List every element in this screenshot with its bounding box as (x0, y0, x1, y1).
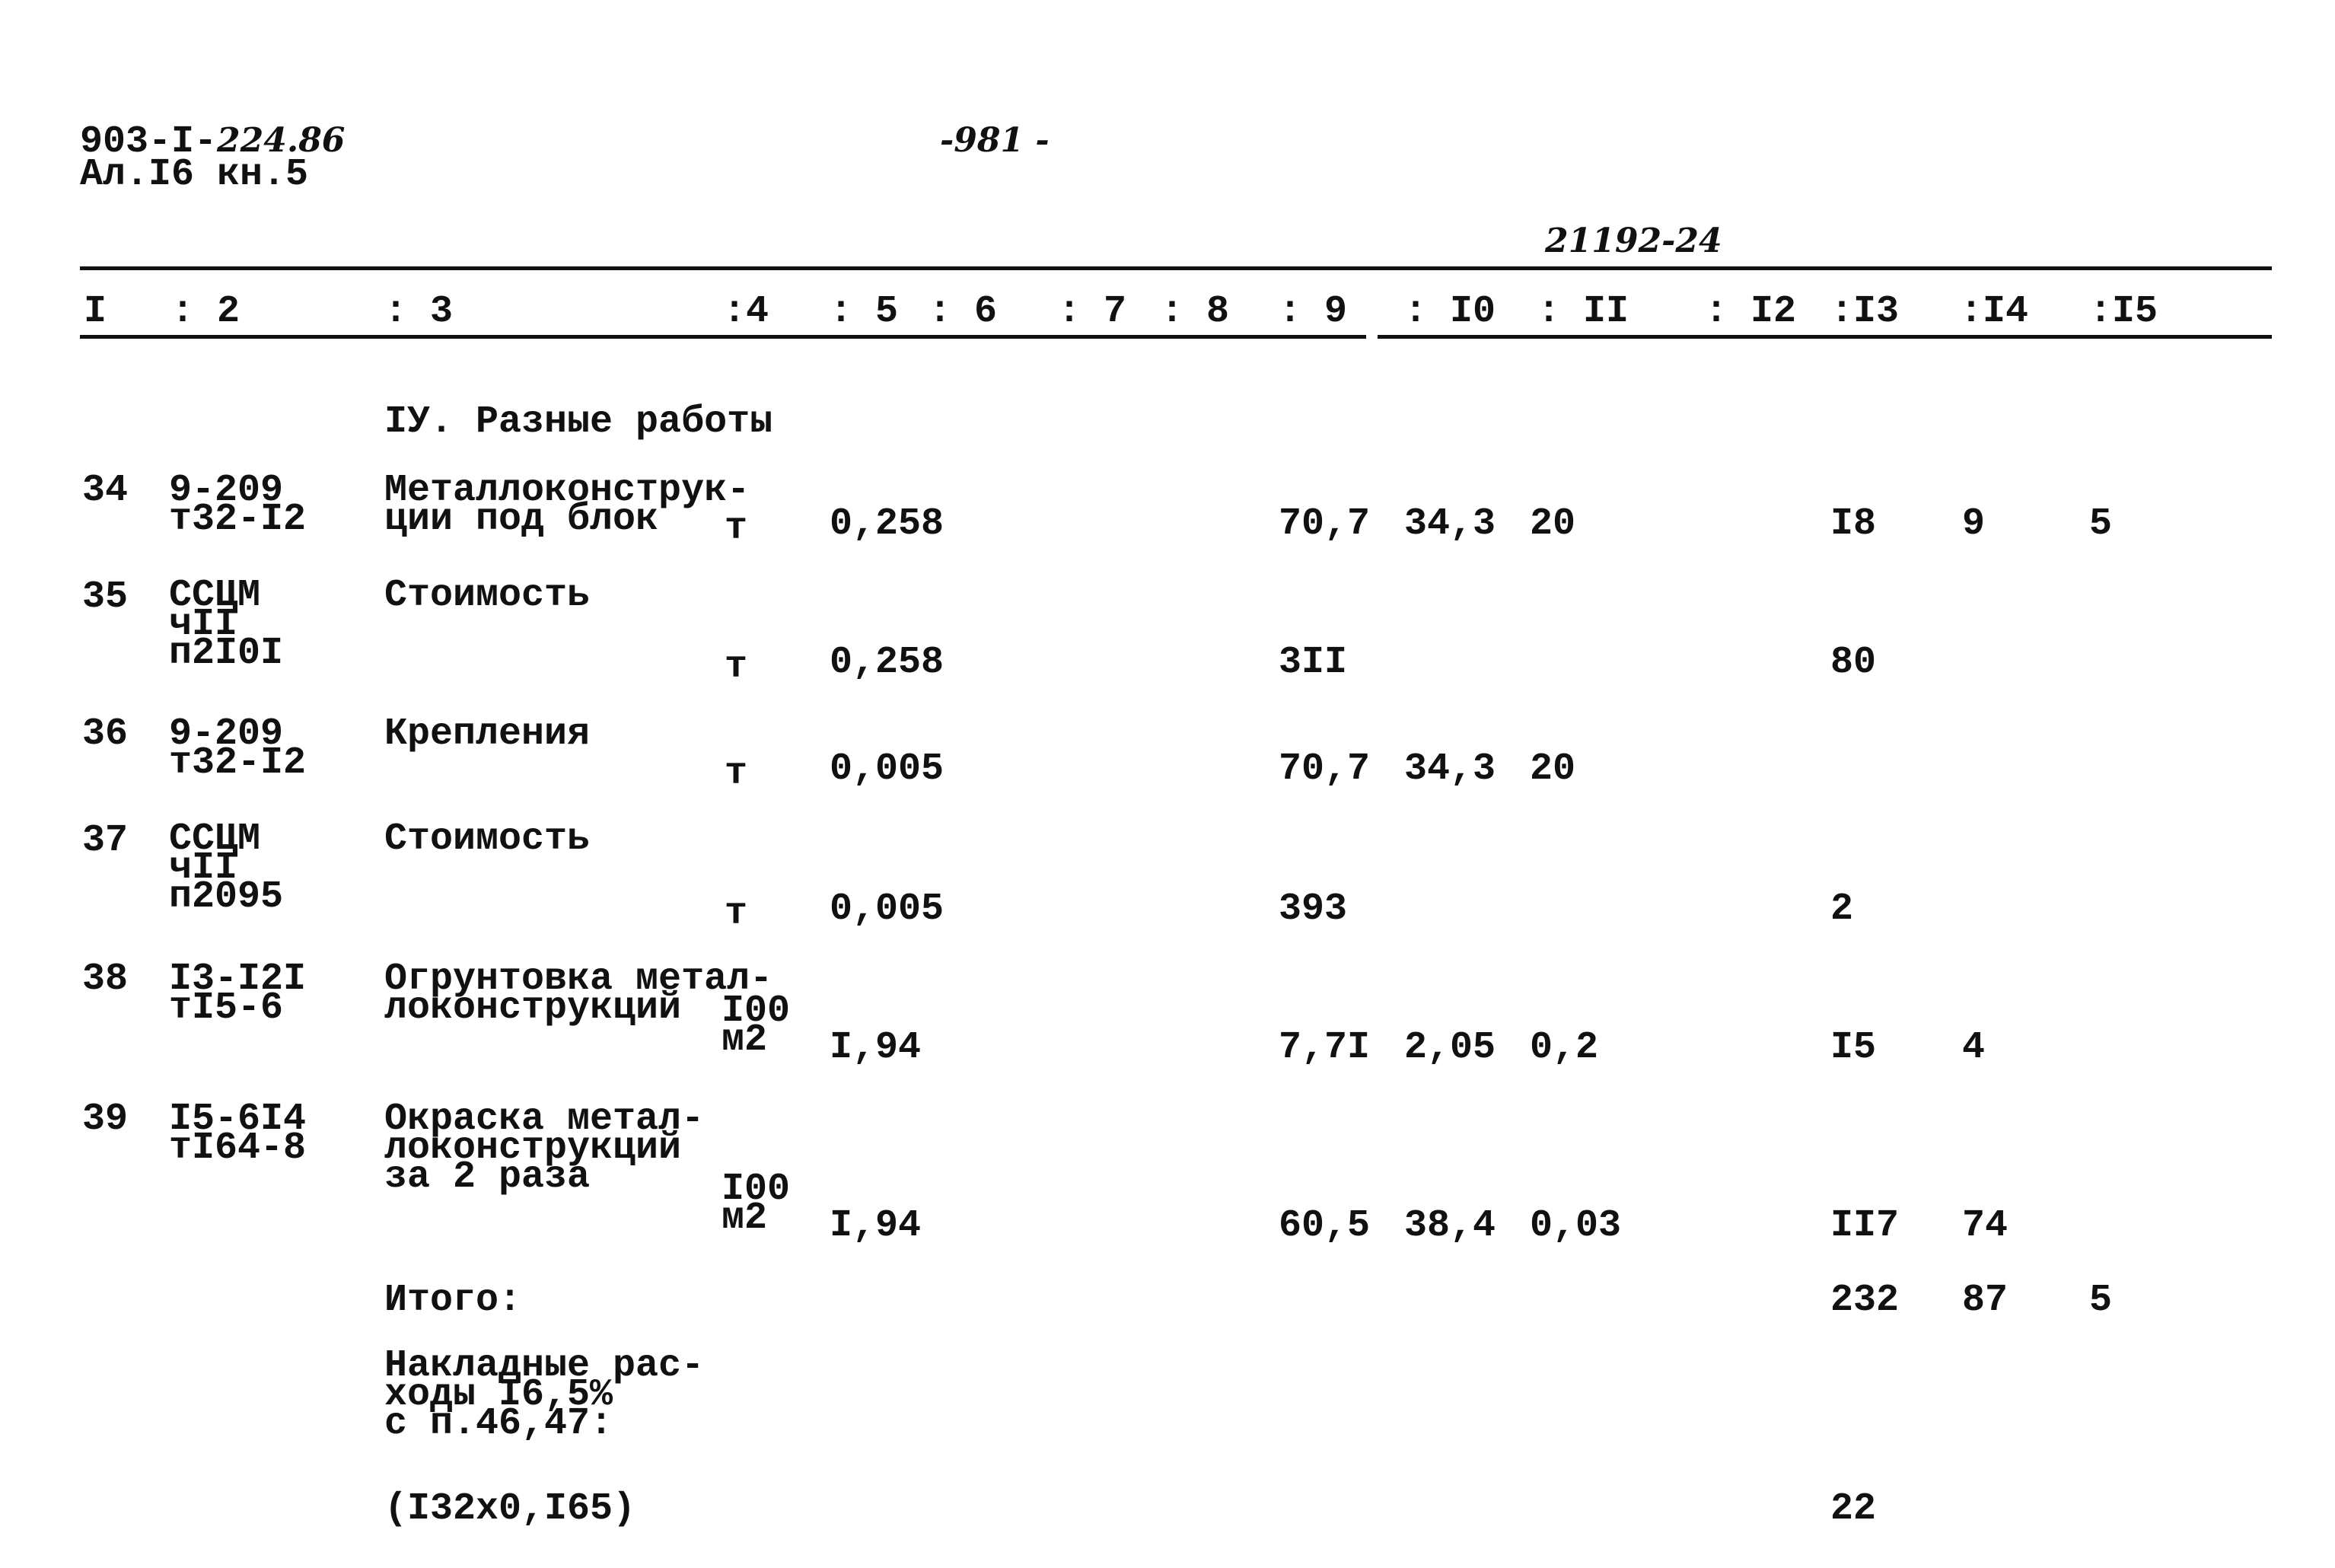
row-name: Стоимость (384, 574, 591, 617)
row-unit: I00 м2 (722, 990, 791, 1062)
row-unit: т (725, 892, 748, 935)
row-name: Огрунтовка метал- локонструкций (384, 958, 773, 1030)
row-code: 9-209 т32-I2 (169, 469, 307, 541)
row-code: ССЦМ чII п2095 (169, 817, 284, 919)
col-header-13: :I3 (1830, 290, 1900, 333)
row-col10: 34,3 (1404, 747, 1496, 791)
row-col14: 9 (1962, 502, 1986, 546)
page-number: -981 - (940, 121, 1050, 160)
total-label: Итого: (384, 1279, 522, 1322)
total-col14: 87 (1962, 1279, 2008, 1322)
col-header-11: : II (1537, 290, 1629, 333)
row-col15: 5 (2089, 502, 2113, 546)
total-col15: 5 (2089, 1279, 2113, 1322)
row-code: I5-6I4 тI64-8 (169, 1098, 307, 1170)
row-unit: т (725, 645, 748, 689)
row-quantity: 0,258 (830, 502, 945, 546)
row-unit: т (725, 752, 748, 795)
row-name: Крепления (384, 712, 591, 756)
row-col11: 0,03 (1530, 1204, 1622, 1248)
col-header-3: : 3 (384, 290, 454, 333)
header-rule-top (80, 266, 2272, 270)
header-rule-bottom-right (1378, 335, 2272, 339)
col-header-7: : 7 (1058, 290, 1127, 333)
col-header-9: : 9 (1279, 290, 1348, 333)
col-header-8: : 8 (1161, 290, 1230, 333)
col-header-1: I (84, 290, 107, 333)
row-col9: 393 (1279, 888, 1348, 931)
row-name: Металлоконструк- ции под блок (384, 469, 750, 541)
row-col13: 80 (1830, 641, 1877, 684)
row-col13: I8 (1830, 502, 1877, 546)
row-number: 39 (82, 1098, 129, 1141)
row-col9: 70,7 (1279, 747, 1371, 791)
row-col14: 74 (1962, 1204, 2008, 1248)
row-col11: 20 (1530, 502, 1576, 546)
overhead-col13: 22 (1830, 1487, 1877, 1531)
row-name: Окраска метал- локонструкций за 2 раза (384, 1098, 705, 1199)
row-col10: 38,4 (1404, 1204, 1496, 1248)
row-number: 35 (82, 575, 129, 619)
section-title: IУ. Разные работы (384, 400, 773, 444)
doc-code: 903-I-224.86 (80, 120, 346, 164)
row-quantity: 0,005 (830, 747, 945, 791)
row-code: 9-209 т32-I2 (169, 712, 307, 785)
row-col13: I5 (1830, 1026, 1877, 1069)
row-col10: 2,05 (1404, 1026, 1496, 1069)
col-header-6: : 6 (929, 290, 998, 333)
row-number: 37 (82, 819, 129, 862)
row-quantity: I,94 (830, 1026, 922, 1069)
row-number: 38 (82, 958, 129, 1001)
col-header-2: : 2 (171, 290, 241, 333)
col-header-15: :I5 (2089, 290, 2158, 333)
row-col13: II7 (1830, 1204, 1900, 1248)
overhead-formula: (I32х0,I65) (384, 1487, 636, 1531)
row-col9: 3II (1279, 641, 1348, 684)
album-label: Ал.I6 кн.5 (80, 153, 309, 196)
col-header-4: :4 (723, 290, 769, 333)
row-col9: 60,5 (1279, 1204, 1371, 1248)
row-col14: 4 (1962, 1026, 1986, 1069)
row-quantity: I,94 (830, 1204, 922, 1248)
row-number: 34 (82, 469, 129, 512)
row-col13: 2 (1830, 888, 1854, 931)
row-col10: 34,3 (1404, 502, 1496, 546)
ref-number: 21192-24 (1545, 221, 1722, 260)
doc-code-handwritten: 224.86 (217, 121, 346, 160)
row-col9: 7,7I (1279, 1026, 1371, 1069)
col-header-12: : I2 (1705, 290, 1797, 333)
row-code: I3-I2I тI5-6 (169, 958, 307, 1030)
overhead-label: Накладные рас- ходы I6,5% с п.46,47: (384, 1344, 705, 1445)
total-col13: 232 (1830, 1279, 1900, 1322)
row-quantity: 0,005 (830, 888, 945, 931)
row-col9: 70,7 (1279, 502, 1371, 546)
row-number: 36 (82, 712, 129, 756)
row-unit: т (725, 507, 748, 550)
row-col11: 20 (1530, 747, 1576, 791)
row-code: ССЦМ чII п2I0I (169, 574, 284, 675)
col-header-10: : I0 (1404, 290, 1496, 333)
header-rule-bottom-left (80, 335, 1366, 339)
col-header-14: :I4 (1960, 290, 2029, 333)
col-header-5: : 5 (830, 290, 899, 333)
row-quantity: 0,258 (830, 641, 945, 684)
row-col11: 0,2 (1530, 1026, 1599, 1069)
row-unit: I00 м2 (722, 1168, 791, 1240)
row-name: Стоимость (384, 817, 591, 861)
